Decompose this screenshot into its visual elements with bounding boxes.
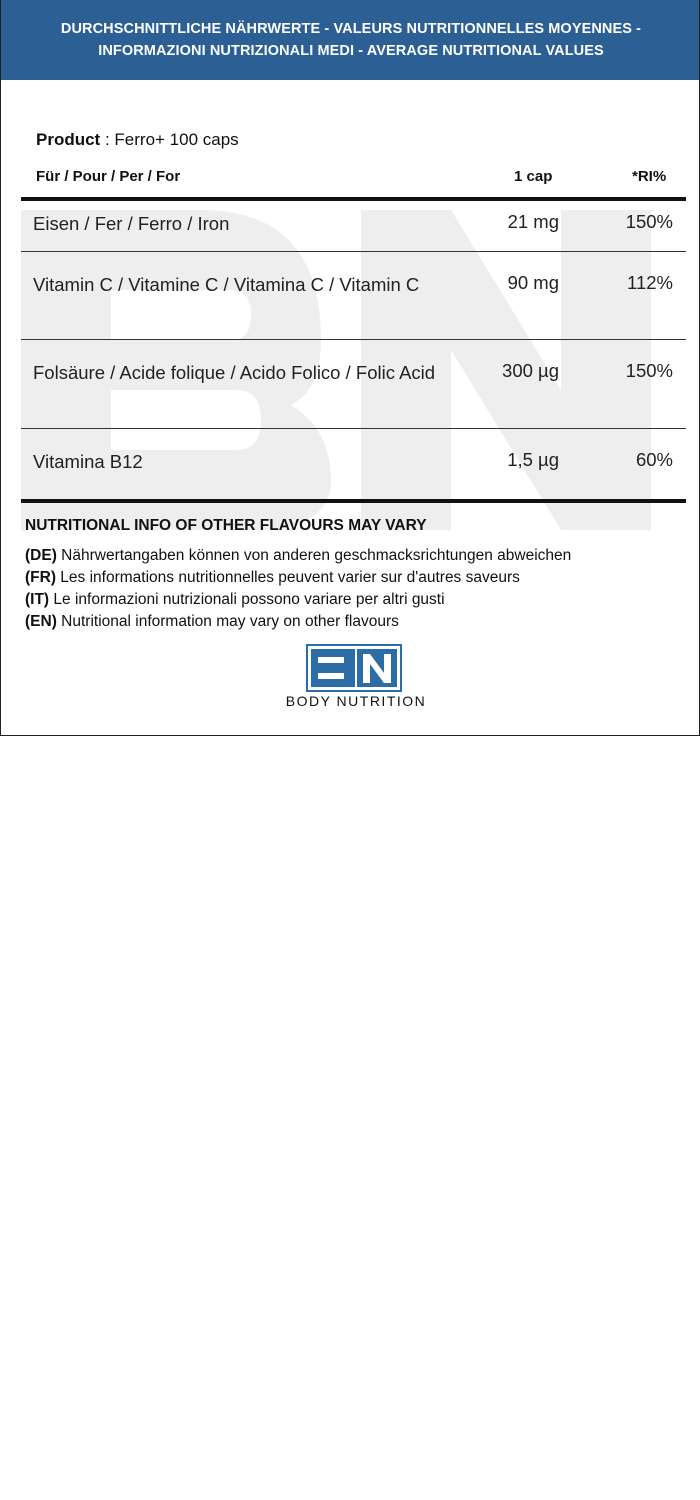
nutrient-ri: 150% <box>625 360 673 381</box>
column-header-ri: *RI% <box>632 168 667 185</box>
column-header-nutrient: Für / Pour / Per / For <box>36 168 181 185</box>
column-header-per-cap: 1 cap <box>514 168 553 185</box>
flavour-notes <box>25 545 571 633</box>
note-line-fr <box>25 567 571 589</box>
flavour-note-title: NUTRITIONAL INFO OF OTHER FLAVOURS MAY VARY <box>25 517 427 534</box>
note-line-it <box>25 589 571 611</box>
product-line <box>36 130 239 150</box>
nutrient-amount: 90 mg <box>507 272 559 293</box>
nutrition-label-card <box>0 0 700 736</box>
nutrient-name: Eisen / Fer / Ferro / Iron <box>33 213 230 234</box>
nutrient-name: Vitamina B12 <box>33 451 143 472</box>
table-header <box>36 168 676 190</box>
nutrient-ri: 112% <box>627 272 673 293</box>
header-line-2: INFORMAZIONI NUTRIZIONALI MEDI - AVERAGE NUTRITIONAL VALUES <box>98 43 604 59</box>
note-text: Nährwertangaben können von anderen geschmacksrichtungen abweichen <box>56 547 572 564</box>
row-divider <box>21 428 686 429</box>
header-line-1: DURCHSCHNITTLICHE NÄHRWERTE - VALEURS NUTRITIONNELLES MOYENNES - <box>60 21 642 37</box>
note-text: Nutritional information may vary on other flavours <box>56 613 399 630</box>
product-value: : Ferro+ 100 caps <box>100 130 239 149</box>
nutrient-name: Folsäure / Acide folique / Acido Folico / Folic Acid <box>33 362 436 383</box>
note-line-en <box>25 611 571 633</box>
note-lang: (EN) <box>25 613 57 630</box>
table-bottom-rule <box>21 499 686 503</box>
note-lang: (DE) <box>25 547 57 564</box>
note-lang: (IT) <box>25 591 50 608</box>
nutrient-amount: 300 µg <box>502 360 559 381</box>
note-text: Les informations nutritionnelles peuvent varier sur d'autres saveurs <box>56 569 520 586</box>
header-banner <box>1 0 700 80</box>
note-lang: (FR) <box>25 569 56 586</box>
brand-name: BODY NUTRITION <box>285 693 427 709</box>
product-label: Product <box>36 130 101 149</box>
table-top-rule <box>21 197 686 201</box>
nutrient-amount: 21 mg <box>507 211 559 232</box>
note-line-de <box>25 545 571 567</box>
row-divider <box>21 251 686 252</box>
nutrient-ri: 60% <box>635 449 673 470</box>
row-divider <box>21 339 686 340</box>
nutrient-name: Vitamin C / Vitamine C / Vitamina C / Vitamin C <box>33 274 420 295</box>
nutrient-ri: 150% <box>625 211 673 232</box>
nutrient-amount: 1,5 µg <box>507 449 559 470</box>
note-text: Le informazioni nutrizionali possono variare per altri gusti <box>49 591 445 608</box>
